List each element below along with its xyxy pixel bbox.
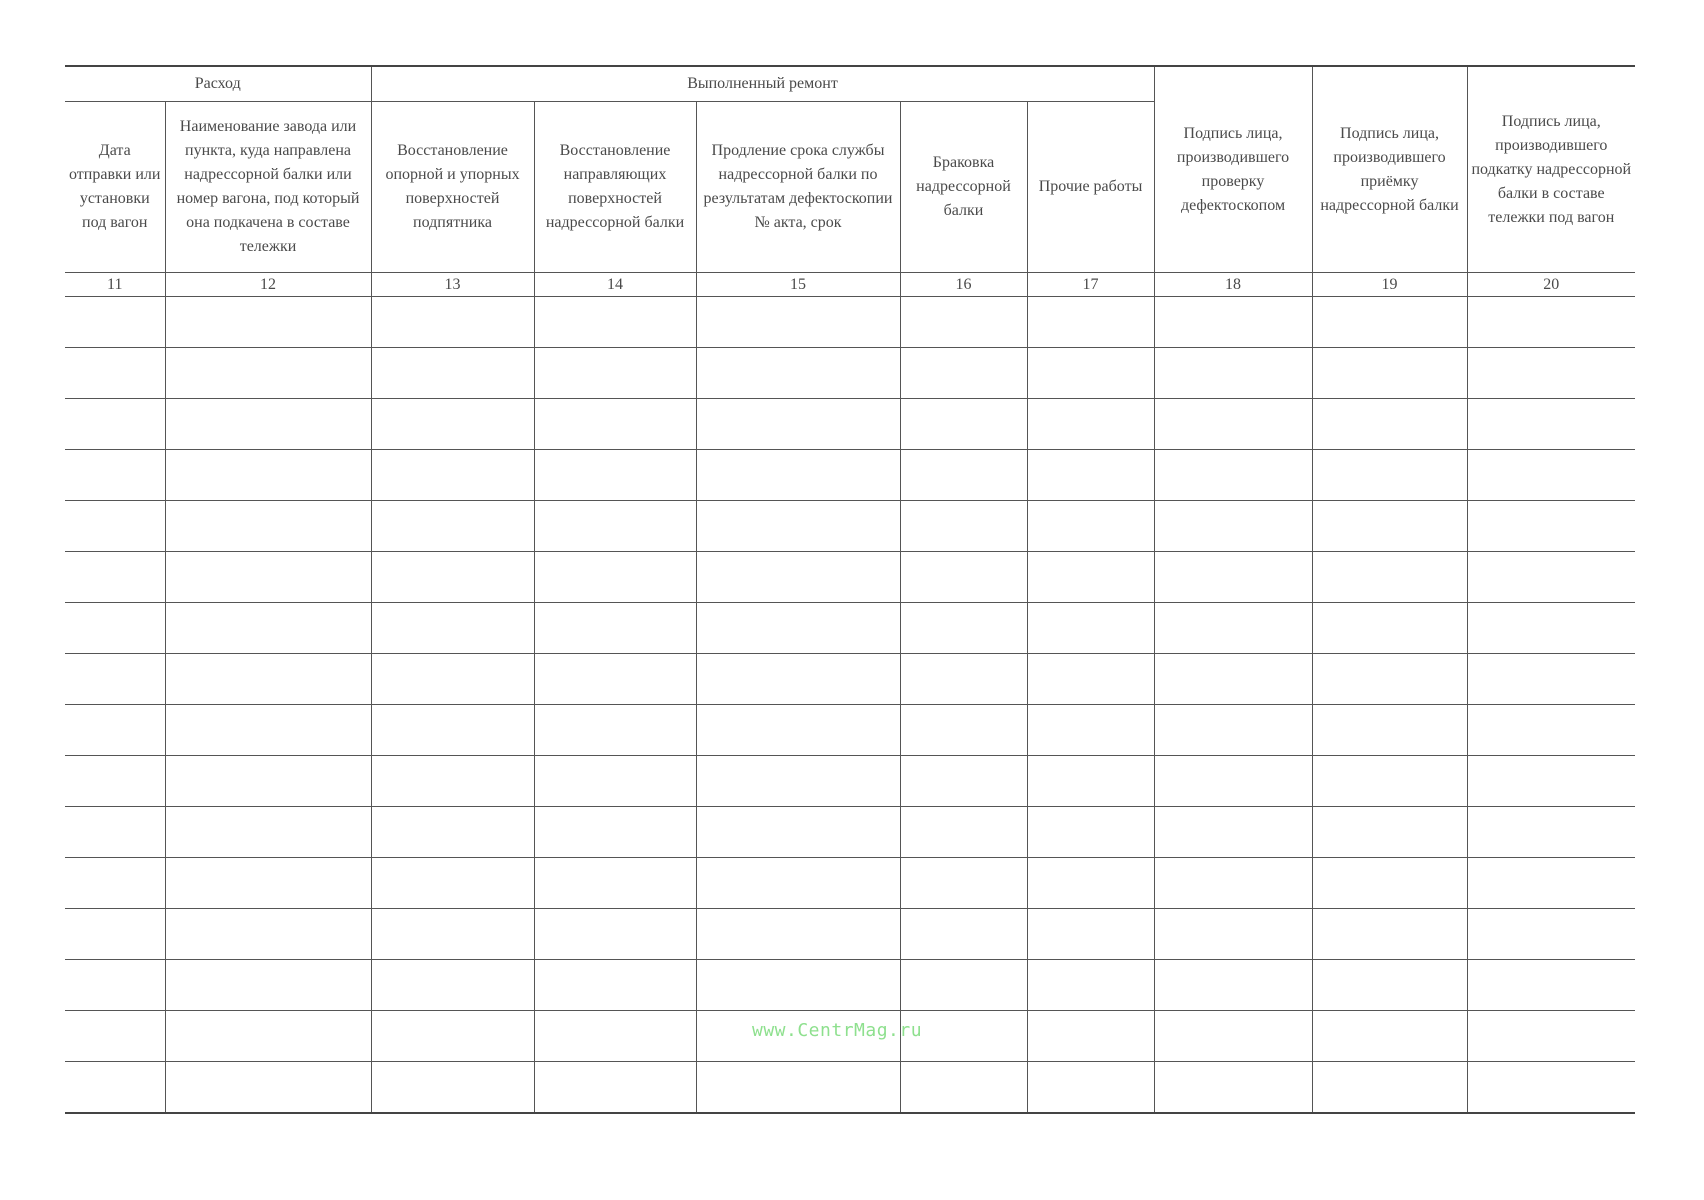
- watermark: www.CentrMag.ru: [752, 1020, 923, 1041]
- table-cell[interactable]: [1467, 603, 1635, 654]
- table-cell[interactable]: [371, 552, 534, 603]
- table-cell[interactable]: [1154, 705, 1312, 756]
- column-number: 18: [1154, 273, 1312, 297]
- table-cell[interactable]: [534, 501, 696, 552]
- table-cell[interactable]: [1027, 960, 1154, 1011]
- table-cell[interactable]: [900, 858, 1027, 909]
- table-row: [65, 552, 1635, 603]
- table-cell[interactable]: [1312, 501, 1467, 552]
- table-cell[interactable]: [65, 603, 165, 654]
- table-cell[interactable]: [1467, 909, 1635, 960]
- table-cell[interactable]: [65, 1011, 165, 1062]
- table-cell[interactable]: [1027, 858, 1154, 909]
- table-cell[interactable]: [696, 552, 900, 603]
- table-cell[interactable]: [534, 654, 696, 705]
- column-header-16: Браковка надрессорной балки: [900, 102, 1027, 273]
- table-cell[interactable]: [165, 501, 371, 552]
- table-cell[interactable]: [1027, 756, 1154, 807]
- column-number: 20: [1467, 273, 1635, 297]
- table-cell[interactable]: [65, 1062, 165, 1114]
- table-cell[interactable]: [165, 1011, 371, 1062]
- table-cell[interactable]: [1312, 1011, 1467, 1062]
- table-cell[interactable]: [1027, 909, 1154, 960]
- table-cell[interactable]: [534, 348, 696, 399]
- table-cell[interactable]: [371, 705, 534, 756]
- table-row: [65, 297, 1635, 348]
- table-row: [65, 1062, 1635, 1114]
- table-cell[interactable]: [1027, 399, 1154, 450]
- table-row: [65, 603, 1635, 654]
- column-header-15: Продление срока службы надрессорной балки по результатам дефектоскопии № акта, срок: [696, 102, 900, 273]
- table-cell[interactable]: [1312, 1062, 1467, 1114]
- table-cell[interactable]: [1312, 960, 1467, 1011]
- table-cell[interactable]: [1312, 450, 1467, 501]
- table-row: [65, 807, 1635, 858]
- table-cell[interactable]: [696, 348, 900, 399]
- table-cell[interactable]: [371, 501, 534, 552]
- table-cell[interactable]: [65, 909, 165, 960]
- table-cell[interactable]: [165, 603, 371, 654]
- table-cell[interactable]: [165, 960, 371, 1011]
- table-cell[interactable]: [371, 909, 534, 960]
- table-cell[interactable]: [1027, 297, 1154, 348]
- column-header-18: Подпись лица, производившего проверку дефектоскопом: [1154, 66, 1312, 273]
- table-cell[interactable]: [534, 858, 696, 909]
- table-cell[interactable]: [696, 501, 900, 552]
- table-cell[interactable]: [1467, 348, 1635, 399]
- column-header-11: Дата отправки или установки под вагон: [65, 102, 165, 273]
- table-cell[interactable]: [1154, 501, 1312, 552]
- table-cell[interactable]: [696, 756, 900, 807]
- table-cell[interactable]: [371, 1062, 534, 1114]
- table-cell[interactable]: [534, 705, 696, 756]
- table-cell[interactable]: [696, 654, 900, 705]
- table-cell[interactable]: [696, 909, 900, 960]
- table-cell[interactable]: [900, 297, 1027, 348]
- table-cell[interactable]: [534, 603, 696, 654]
- table-row: [65, 399, 1635, 450]
- table-cell[interactable]: [534, 450, 696, 501]
- table-cell[interactable]: [1312, 348, 1467, 399]
- column-header-13: Восстановление опорной и упорных поверхностей подпятника: [371, 102, 534, 273]
- column-number: 12: [165, 273, 371, 297]
- table-cell[interactable]: [534, 756, 696, 807]
- group-header-repair: Выполненный ремонт: [371, 66, 1154, 102]
- table-cell[interactable]: [371, 1011, 534, 1062]
- table-cell[interactable]: [371, 960, 534, 1011]
- table-cell[interactable]: [1154, 858, 1312, 909]
- table-cell[interactable]: [165, 705, 371, 756]
- table-cell[interactable]: [371, 858, 534, 909]
- table-cell[interactable]: [900, 501, 1027, 552]
- table-cell[interactable]: [165, 552, 371, 603]
- table-cell[interactable]: [371, 399, 534, 450]
- table-cell[interactable]: [534, 1062, 696, 1114]
- log-table: [65, 65, 1635, 1114]
- table-cell[interactable]: [1154, 399, 1312, 450]
- column-number: 14: [534, 273, 696, 297]
- table-cell[interactable]: [371, 756, 534, 807]
- table-cell[interactable]: [65, 501, 165, 552]
- table-cell[interactable]: [1312, 654, 1467, 705]
- table-cell[interactable]: [65, 807, 165, 858]
- table-cell[interactable]: [696, 603, 900, 654]
- table-cell[interactable]: [900, 909, 1027, 960]
- table-cell[interactable]: [1312, 603, 1467, 654]
- table-cell[interactable]: [1154, 756, 1312, 807]
- table-row: [65, 858, 1635, 909]
- table-cell[interactable]: [696, 960, 900, 1011]
- table-cell[interactable]: [534, 297, 696, 348]
- group-header-row: [65, 66, 1635, 102]
- table-cell[interactable]: [65, 654, 165, 705]
- table-cell[interactable]: [1027, 501, 1154, 552]
- table-cell[interactable]: [1312, 297, 1467, 348]
- table-cell[interactable]: [1154, 807, 1312, 858]
- table-cell[interactable]: [1154, 603, 1312, 654]
- table-cell[interactable]: [1467, 399, 1635, 450]
- table-cell[interactable]: [165, 807, 371, 858]
- table-cell[interactable]: [534, 960, 696, 1011]
- table-cell[interactable]: [371, 807, 534, 858]
- table-cell[interactable]: [1154, 960, 1312, 1011]
- table-cell[interactable]: [696, 705, 900, 756]
- table-cell[interactable]: [1312, 858, 1467, 909]
- table-cell[interactable]: [371, 348, 534, 399]
- column-header-20: Подпись лица, производившего подкатку надрессорной балки в составе тележки под вагон: [1467, 66, 1635, 273]
- table-cell[interactable]: [534, 909, 696, 960]
- table-cell[interactable]: [1027, 603, 1154, 654]
- table-cell[interactable]: [65, 858, 165, 909]
- table-row: [65, 348, 1635, 399]
- table-cell[interactable]: [900, 1062, 1027, 1114]
- table-cell[interactable]: [900, 552, 1027, 603]
- table-cell[interactable]: [900, 450, 1027, 501]
- table-cell[interactable]: [900, 399, 1027, 450]
- table-cell[interactable]: [696, 807, 900, 858]
- table-cell[interactable]: [1154, 552, 1312, 603]
- table-cell[interactable]: [65, 450, 165, 501]
- table-cell[interactable]: [1154, 450, 1312, 501]
- table-cell[interactable]: [165, 654, 371, 705]
- table-cell[interactable]: [65, 756, 165, 807]
- column-number-row: [65, 273, 1635, 297]
- column-number: 13: [371, 273, 534, 297]
- table-cell[interactable]: [1312, 909, 1467, 960]
- column-number: 15: [696, 273, 900, 297]
- table-cell[interactable]: [1312, 807, 1467, 858]
- table-cell[interactable]: [696, 399, 900, 450]
- table-cell[interactable]: [696, 297, 900, 348]
- column-number: 16: [900, 273, 1027, 297]
- table-cell[interactable]: [1312, 756, 1467, 807]
- table-row: [65, 501, 1635, 552]
- table-row: [65, 909, 1635, 960]
- table-row: [65, 705, 1635, 756]
- table-cell[interactable]: [1154, 654, 1312, 705]
- table-cell[interactable]: [165, 1062, 371, 1114]
- table-cell[interactable]: [371, 450, 534, 501]
- table-row: [65, 450, 1635, 501]
- table-cell[interactable]: [900, 348, 1027, 399]
- table-cell[interactable]: [900, 807, 1027, 858]
- column-number: 19: [1312, 273, 1467, 297]
- table-cell[interactable]: [1312, 399, 1467, 450]
- table-cell[interactable]: [1312, 705, 1467, 756]
- table-row: [65, 654, 1635, 705]
- table-cell[interactable]: [65, 960, 165, 1011]
- table-cell[interactable]: [165, 858, 371, 909]
- table-cell[interactable]: [165, 756, 371, 807]
- table-cell[interactable]: [1467, 858, 1635, 909]
- table-cell[interactable]: [65, 348, 165, 399]
- column-number: 11: [65, 273, 165, 297]
- table-cell[interactable]: [1467, 807, 1635, 858]
- table-cell[interactable]: [900, 705, 1027, 756]
- table-cell[interactable]: [1027, 705, 1154, 756]
- table-cell[interactable]: [900, 960, 1027, 1011]
- table-cell[interactable]: [900, 603, 1027, 654]
- table-cell[interactable]: [1027, 654, 1154, 705]
- table-cell[interactable]: [696, 858, 900, 909]
- table-cell[interactable]: [1467, 960, 1635, 1011]
- table-cell[interactable]: [165, 348, 371, 399]
- column-header-12: Наименование завода или пункта, куда направлена надрессорной балки или номер вагона, под который она подкачена в составе тележки: [165, 102, 371, 273]
- table-cell[interactable]: [165, 399, 371, 450]
- column-header-19: Подпись лица, производившего приёмку надрессорной балки: [1312, 66, 1467, 273]
- table-cell[interactable]: [1312, 552, 1467, 603]
- table-cell[interactable]: [165, 297, 371, 348]
- table-row: [65, 960, 1635, 1011]
- table-cell[interactable]: [65, 705, 165, 756]
- table-cell[interactable]: [1467, 297, 1635, 348]
- table-cell[interactable]: [1467, 501, 1635, 552]
- table-cell[interactable]: [1154, 1011, 1312, 1062]
- table-cell[interactable]: [534, 1011, 696, 1062]
- table-cell[interactable]: [900, 654, 1027, 705]
- table-cell[interactable]: [534, 399, 696, 450]
- table-cell[interactable]: [1027, 1011, 1154, 1062]
- table-cell[interactable]: [65, 552, 165, 603]
- table-cell[interactable]: [1027, 450, 1154, 501]
- table-row: [65, 756, 1635, 807]
- table-cell[interactable]: [1027, 348, 1154, 399]
- table-cell[interactable]: [1467, 756, 1635, 807]
- table-cell[interactable]: [1467, 552, 1635, 603]
- table-cell[interactable]: [165, 909, 371, 960]
- table-cell[interactable]: [1027, 552, 1154, 603]
- table-cell[interactable]: [165, 450, 371, 501]
- table-cell[interactable]: [1467, 654, 1635, 705]
- table-cell[interactable]: [371, 603, 534, 654]
- column-header-17: Прочие работы: [1027, 102, 1154, 273]
- group-header-expense: Расход: [65, 66, 371, 102]
- table-cell[interactable]: [696, 1062, 900, 1114]
- table-cell[interactable]: [1467, 705, 1635, 756]
- table-cell[interactable]: [1027, 1062, 1154, 1114]
- table-cell[interactable]: [1154, 348, 1312, 399]
- table-cell[interactable]: [1154, 297, 1312, 348]
- table-cell[interactable]: [65, 297, 165, 348]
- table-cell[interactable]: [1154, 909, 1312, 960]
- column-header-14: Восстановление направляющих поверхностей надрессорной балки: [534, 102, 696, 273]
- table-cell[interactable]: [1467, 1062, 1635, 1114]
- table-cell[interactable]: [534, 807, 696, 858]
- table-cell[interactable]: [1154, 1062, 1312, 1114]
- table-cell[interactable]: [696, 450, 900, 501]
- table-cell[interactable]: [1027, 807, 1154, 858]
- table-cell[interactable]: [65, 399, 165, 450]
- column-number: 17: [1027, 273, 1154, 297]
- table-cell[interactable]: [534, 552, 696, 603]
- table-cell[interactable]: [371, 297, 534, 348]
- table-cell[interactable]: [1467, 450, 1635, 501]
- table-cell[interactable]: [371, 654, 534, 705]
- table-cell[interactable]: [1467, 1011, 1635, 1062]
- table-cell[interactable]: [900, 756, 1027, 807]
